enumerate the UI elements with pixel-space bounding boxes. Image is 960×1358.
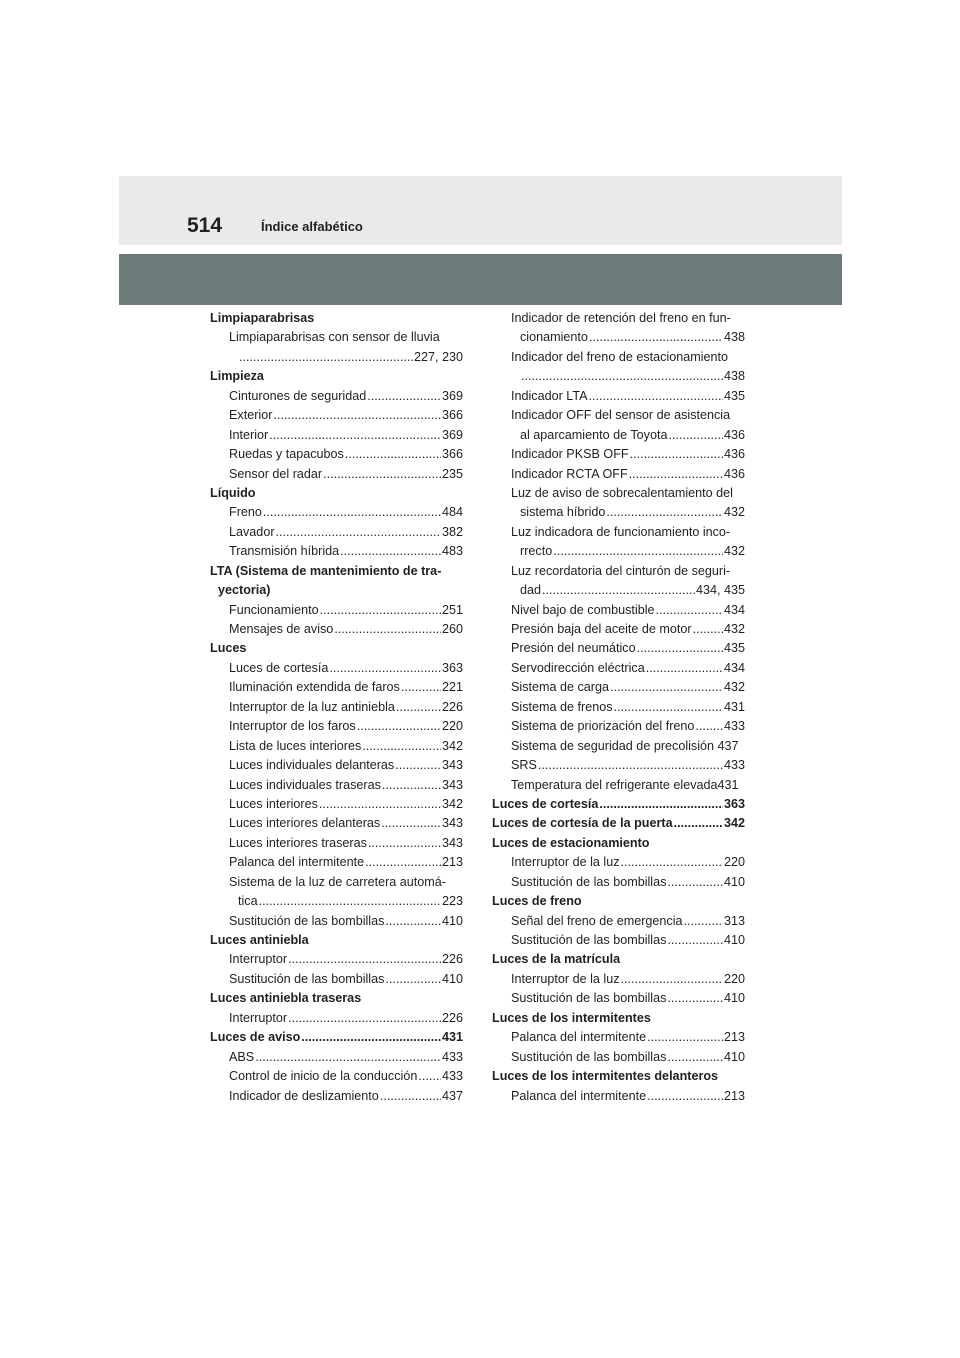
- index-page-ref: 436: [723, 447, 745, 462]
- index-entry: [210, 387, 463, 406]
- index-heading: [210, 1028, 463, 1047]
- dot-leader: [269, 426, 441, 445]
- index-entry: [492, 873, 745, 892]
- index-entry-text: Palanca del intermitente: [229, 855, 365, 870]
- dot-leader: [380, 1087, 441, 1106]
- index-entry: [210, 659, 463, 678]
- index-page-ref: 432: [723, 505, 745, 520]
- index-entry: [492, 659, 745, 678]
- index-entry-text: Señal del freno de emergencia: [511, 913, 683, 928]
- index-entry: [492, 931, 745, 950]
- index-entry: [492, 989, 745, 1008]
- index-entry-text: Indicador PKSB OFF: [511, 447, 629, 462]
- index-entry-text: Nivel bajo de combustible: [511, 602, 655, 617]
- dot-leader: [381, 814, 441, 833]
- index-page-ref: 369: [441, 388, 463, 403]
- index-entry-text: Indicador de deslizamiento: [229, 1088, 379, 1103]
- index-entry-text: Luces interiores delanteras: [229, 816, 381, 831]
- index-entry: [210, 1087, 463, 1106]
- dot-leader: [385, 970, 441, 989]
- index-entry-text: Presión del neumático: [511, 641, 636, 656]
- dot-leader: [345, 445, 441, 464]
- index-page-ref: 226: [441, 1010, 463, 1025]
- index-page-ref: 484: [441, 505, 463, 520]
- dot-leader: [385, 912, 441, 931]
- dot-leader: [646, 659, 723, 678]
- index-heading: [492, 795, 745, 814]
- index-entry: [210, 950, 463, 969]
- dot-leader: [542, 581, 695, 600]
- dot-leader: [319, 795, 441, 814]
- index-entry: [492, 387, 745, 406]
- index-page-ref: 221: [441, 680, 463, 695]
- index-entry: [210, 834, 463, 853]
- dot-leader: [614, 698, 723, 717]
- index-page-ref: 226: [441, 952, 463, 967]
- index-page-ref: 223: [441, 894, 463, 909]
- dot-leader: [693, 620, 723, 639]
- index-page-ref: 432: [723, 544, 745, 559]
- dot-leader: [259, 892, 441, 911]
- dot-leader: [674, 814, 723, 833]
- index-page-ref: 410: [441, 971, 463, 986]
- index-entry-text: Luces individuales delanteras: [229, 758, 395, 773]
- dot-leader: [418, 1067, 441, 1086]
- index-entry-text: Luces individuales traseras: [229, 777, 381, 792]
- index-page-ref: 382: [441, 524, 463, 539]
- index-page-ref: 432: [723, 622, 745, 636]
- index-entry: Indicador de retención del freno en fun-: [511, 311, 731, 325]
- index-entry: [492, 426, 745, 445]
- index-entry: [492, 756, 745, 775]
- index-page-ref: 410: [723, 1049, 745, 1064]
- index-page-ref: 213: [723, 1030, 745, 1045]
- index-page-ref: 410: [441, 913, 463, 928]
- dot-leader: [365, 853, 441, 872]
- index-column-left: [210, 309, 463, 1106]
- index-page-ref: 433: [441, 1049, 463, 1064]
- index-entry-text: Sustitución de las bombillas: [229, 913, 385, 928]
- index-entry-text: Sistema de priorización del freno: [511, 719, 695, 734]
- index-entry: [210, 678, 463, 697]
- index-page-ref: 251: [441, 602, 463, 617]
- dot-leader: [382, 776, 441, 795]
- index-page-ref: 410: [723, 991, 745, 1006]
- index-page-ref: 260: [441, 622, 463, 636]
- index-entry-text: Interruptor de la luz: [511, 971, 620, 986]
- index-entry-text: Cinturones de seguridad: [229, 388, 367, 403]
- index-heading: [492, 814, 745, 833]
- index-entry: Sistema de seguridad de precolisión 437: [511, 738, 739, 753]
- dot-leader: [323, 465, 441, 484]
- index-heading: Limpieza: [210, 369, 264, 384]
- index-entry-text: Lavador: [229, 524, 275, 539]
- index-page-ref: 438: [723, 330, 745, 345]
- index-page-ref: 436: [723, 466, 745, 481]
- index-entry: [492, 581, 745, 600]
- index-page-ref: 220: [723, 855, 745, 870]
- index-entry-text: al aparcamiento de Toyota: [520, 427, 668, 442]
- index-page-ref: 433: [723, 719, 745, 734]
- index-entry: [210, 814, 463, 833]
- index-entry-text: Sustitución de las bombillas: [229, 971, 385, 986]
- index-entry: [210, 776, 463, 795]
- index-entry: [210, 853, 463, 872]
- index-page-ref: 226: [441, 699, 463, 714]
- index-entry: [210, 1067, 463, 1086]
- index-page-ref: 342: [441, 738, 463, 753]
- index-entry: [210, 445, 463, 464]
- index-entry-text: Interruptor: [229, 952, 288, 967]
- index-entry-text: Interior: [229, 427, 269, 442]
- index-page-ref: 343: [441, 835, 463, 850]
- index-heading: Luces: [210, 641, 247, 656]
- dot-leader: [667, 1048, 723, 1067]
- index-page-ref: 220: [441, 719, 463, 734]
- index-entry: [210, 717, 463, 736]
- dot-leader: [647, 1087, 723, 1106]
- dot-leader: [367, 387, 441, 406]
- index-entry-text: Exterior: [229, 408, 273, 423]
- dot-leader: [610, 678, 723, 697]
- index-entry: [210, 737, 463, 756]
- index-page-ref: 433: [441, 1069, 463, 1084]
- index-entry: [492, 542, 745, 561]
- index-entry: [210, 620, 463, 639]
- index-entry-text: Servodirección eléctrica: [511, 660, 645, 675]
- index-entry: [210, 465, 463, 484]
- index-heading: Luces de los intermitentes delanteros: [492, 1069, 719, 1084]
- index-entry: Luz recordatoria del cinturón de seguri-: [511, 563, 731, 578]
- index-heading: yectoria): [218, 583, 271, 598]
- index-entry: [492, 620, 745, 639]
- index-page-ref: 434: [723, 660, 745, 675]
- index-entry: Indicador del freno de estacionamiento: [511, 349, 729, 364]
- index-entry-text: Iluminación extendida de faros: [229, 680, 400, 695]
- dot-leader: [288, 1009, 441, 1028]
- dot-leader: [629, 465, 723, 484]
- header-band: [119, 176, 842, 245]
- index-page-ref: 220: [723, 971, 745, 986]
- index-entry-text: Palanca del intermitente: [511, 1088, 647, 1103]
- index-entry-text: Transmisión híbrida: [229, 544, 340, 559]
- index-page-ref: 436: [723, 427, 745, 442]
- dot-leader: [656, 601, 723, 620]
- index-page-ref: 342: [723, 816, 745, 831]
- index-entry: [210, 348, 463, 367]
- index-entry: [210, 523, 463, 542]
- index-heading: Limpiaparabrisas: [210, 311, 315, 325]
- index-entry: [210, 1009, 463, 1028]
- dot-leader: [340, 542, 441, 561]
- dot-leader: [239, 348, 413, 367]
- index-page-ref: 343: [441, 777, 463, 792]
- index-page-ref: 343: [441, 758, 463, 773]
- index-entry-text: Luces de cortesía: [229, 660, 329, 675]
- index-entry: [492, 328, 745, 347]
- index-entry: [492, 912, 745, 931]
- index-page-ref: 366: [441, 447, 463, 462]
- index-page-ref: 431: [723, 699, 745, 714]
- dot-leader: [255, 1048, 441, 1067]
- index-entry: [492, 465, 745, 484]
- index-entry-text: Freno: [229, 505, 262, 520]
- index-page-ref: 483: [441, 544, 463, 559]
- index-heading: Luces de la matrícula: [492, 952, 621, 967]
- index-entry-text: Lista de luces interiores: [229, 738, 362, 753]
- index-entry: [492, 601, 745, 620]
- index-entry-text: Luces de cortesía: [492, 796, 599, 811]
- index-entry-text: Palanca del intermitente: [511, 1030, 647, 1045]
- dot-leader: [684, 912, 723, 931]
- dot-leader: [301, 1028, 441, 1047]
- index-heading: Líquido: [210, 485, 256, 500]
- index-entry-text: Presión baja del aceite de motor: [511, 622, 692, 636]
- index-entry-text: Control de inicio de la conducción: [229, 1069, 418, 1084]
- index-page-ref: 435: [723, 388, 745, 403]
- index-entry-text: cionamiento: [520, 330, 588, 345]
- index-entry-text: Indicador RCTA OFF: [511, 466, 628, 481]
- dot-leader: [273, 406, 441, 425]
- index-entry: [492, 503, 745, 522]
- dot-leader: [630, 445, 723, 464]
- index-entry-text: Luces de cortesía de la puerta: [492, 816, 673, 831]
- dot-leader: [401, 678, 441, 697]
- index-page-ref: 343: [441, 816, 463, 831]
- index-entry: [210, 892, 463, 911]
- section-title: Índice alfabético: [261, 219, 363, 234]
- index-entry-text: Funcionamiento: [229, 602, 319, 617]
- index-entry-text: Interruptor de los faros: [229, 719, 356, 734]
- index-entry: [492, 445, 745, 464]
- dot-leader: [667, 873, 723, 892]
- dot-leader: [357, 717, 441, 736]
- index-entry: [492, 1087, 745, 1106]
- dot-leader: [288, 950, 441, 969]
- index-entry: [210, 912, 463, 931]
- index-entry: [210, 756, 463, 775]
- index-entry: [492, 853, 745, 872]
- index-page-ref: 363: [723, 796, 745, 811]
- dot-leader: [637, 639, 723, 658]
- index-entry: [492, 970, 745, 989]
- index-entry: [210, 542, 463, 561]
- dot-leader: [263, 503, 441, 522]
- index-heading: LTA (Sistema de mantenimiento de tra-: [210, 563, 442, 578]
- index-entry-text: Sistema de carga: [511, 680, 610, 695]
- index-heading: Luces de los intermitentes: [492, 1010, 651, 1025]
- index-entry-text: Sustitución de las bombillas: [511, 933, 667, 947]
- index-page-ref: 213: [441, 855, 463, 870]
- dot-leader: [396, 698, 441, 717]
- index-entry-text: sistema híbrido: [520, 505, 606, 520]
- index-entry-text: Indicador LTA: [511, 388, 588, 403]
- index-page-ref: 213: [723, 1088, 745, 1103]
- index-entry-text: Ruedas y tapacubos: [229, 447, 344, 462]
- index-entry: [210, 426, 463, 445]
- index-entry-text: Sustitución de las bombillas: [511, 991, 667, 1006]
- dot-leader: [329, 659, 441, 678]
- index-entry: [492, 367, 745, 386]
- dot-leader: [589, 387, 723, 406]
- index-entry-text: dad: [520, 583, 542, 598]
- index-entry: [210, 503, 463, 522]
- index-entry-text: Luces interiores: [229, 796, 318, 811]
- index-page-ref: 435: [723, 641, 745, 656]
- index-page-ref: 363: [441, 660, 463, 675]
- dot-leader: [667, 931, 723, 950]
- index-page-ref: 431: [441, 1030, 463, 1045]
- index-page-ref: 410: [723, 933, 745, 947]
- index-page-ref: 434, 435: [695, 583, 745, 598]
- index-heading: Luces de estacionamiento: [492, 835, 650, 850]
- index-entry: Luz de aviso de sobrecalentamiento del: [511, 485, 733, 500]
- dot-leader: [621, 970, 723, 989]
- index-entry: [210, 1048, 463, 1067]
- index-entry-text: tica: [238, 894, 258, 909]
- index-entry: [492, 678, 745, 697]
- index-entry-text: Mensajes de aviso: [229, 622, 334, 636]
- dot-leader: [621, 853, 723, 872]
- dot-leader: [647, 1028, 723, 1047]
- index-entry: Indicador OFF del sensor de asistencia: [511, 408, 731, 423]
- index-entry: [210, 970, 463, 989]
- dot-leader: [599, 795, 723, 814]
- dot-leader: [695, 717, 723, 736]
- index-page-ref: 434: [723, 602, 745, 617]
- dot-leader: [521, 367, 723, 386]
- index-entry: Temperatura del refrigerante elevada431: [511, 777, 739, 792]
- index-page-ref: 235: [441, 466, 463, 481]
- index-entry: [210, 698, 463, 717]
- index-entry: [492, 698, 745, 717]
- index-page-ref: 366: [441, 408, 463, 423]
- index-page-ref: 438: [723, 369, 745, 384]
- dot-leader: [589, 328, 723, 347]
- dot-leader: [553, 542, 723, 561]
- index-column-right: [492, 309, 745, 1106]
- index-entry-text: rrecto: [520, 544, 553, 559]
- index-entry-text: Sustitución de las bombillas: [511, 874, 667, 889]
- index-entry-text: Sistema de frenos: [511, 699, 613, 714]
- index-page-ref: 227, 230: [413, 349, 463, 364]
- index-entry: [492, 717, 745, 736]
- index-entry-text: ABS: [229, 1049, 255, 1064]
- dot-leader: [334, 620, 441, 639]
- index-page-ref: 313: [723, 913, 745, 928]
- dot-leader: [667, 989, 723, 1008]
- dot-leader: [669, 426, 723, 445]
- index-page-ref: 432: [723, 680, 745, 695]
- dot-leader: [395, 756, 441, 775]
- dot-leader: [368, 834, 441, 853]
- index-heading: Luces antiniebla traseras: [210, 991, 362, 1006]
- index-entry-text: Sustitución de las bombillas: [511, 1049, 667, 1064]
- index-entry: [492, 1028, 745, 1047]
- dot-leader: [606, 503, 723, 522]
- page-number: 514: [187, 214, 223, 237]
- index-page-ref: 342: [441, 796, 463, 811]
- index-entry: Sistema de la luz de carretera automá-: [229, 874, 446, 889]
- index-entry: [210, 406, 463, 425]
- index-entry-text: Interruptor de la luz antiniebla: [229, 699, 395, 714]
- index-heading: Luces antiniebla: [210, 933, 309, 947]
- dot-leader: [362, 737, 441, 756]
- index-page-ref: 369: [441, 427, 463, 442]
- chapter-bar: [119, 254, 842, 305]
- dot-leader: [320, 601, 441, 620]
- index-page-ref: 433: [723, 758, 745, 773]
- index-entry: Luz indicadora de funcionamiento inco-: [511, 524, 731, 539]
- index-entry: [210, 601, 463, 620]
- index-entry: Limpiaparabrisas con sensor de lluvia: [229, 330, 440, 345]
- index-heading: Luces de freno: [492, 894, 582, 909]
- index-entry-text: Interruptor de la luz: [511, 855, 620, 870]
- index-entry-text: Luces interiores traseras: [229, 835, 367, 850]
- index-entry-text: Interruptor: [229, 1010, 288, 1025]
- index-entry-text: SRS: [511, 758, 537, 773]
- index-entry: [210, 795, 463, 814]
- index-entry-text: Sensor del radar: [229, 466, 323, 481]
- index-page-ref: 437: [441, 1088, 463, 1103]
- index-entry-text: Luces de aviso: [210, 1030, 301, 1045]
- index-page-ref: 410: [723, 874, 745, 889]
- dot-leader: [276, 523, 441, 542]
- index-entry: [492, 639, 745, 658]
- index-entry: [492, 1048, 745, 1067]
- dot-leader: [538, 756, 723, 775]
